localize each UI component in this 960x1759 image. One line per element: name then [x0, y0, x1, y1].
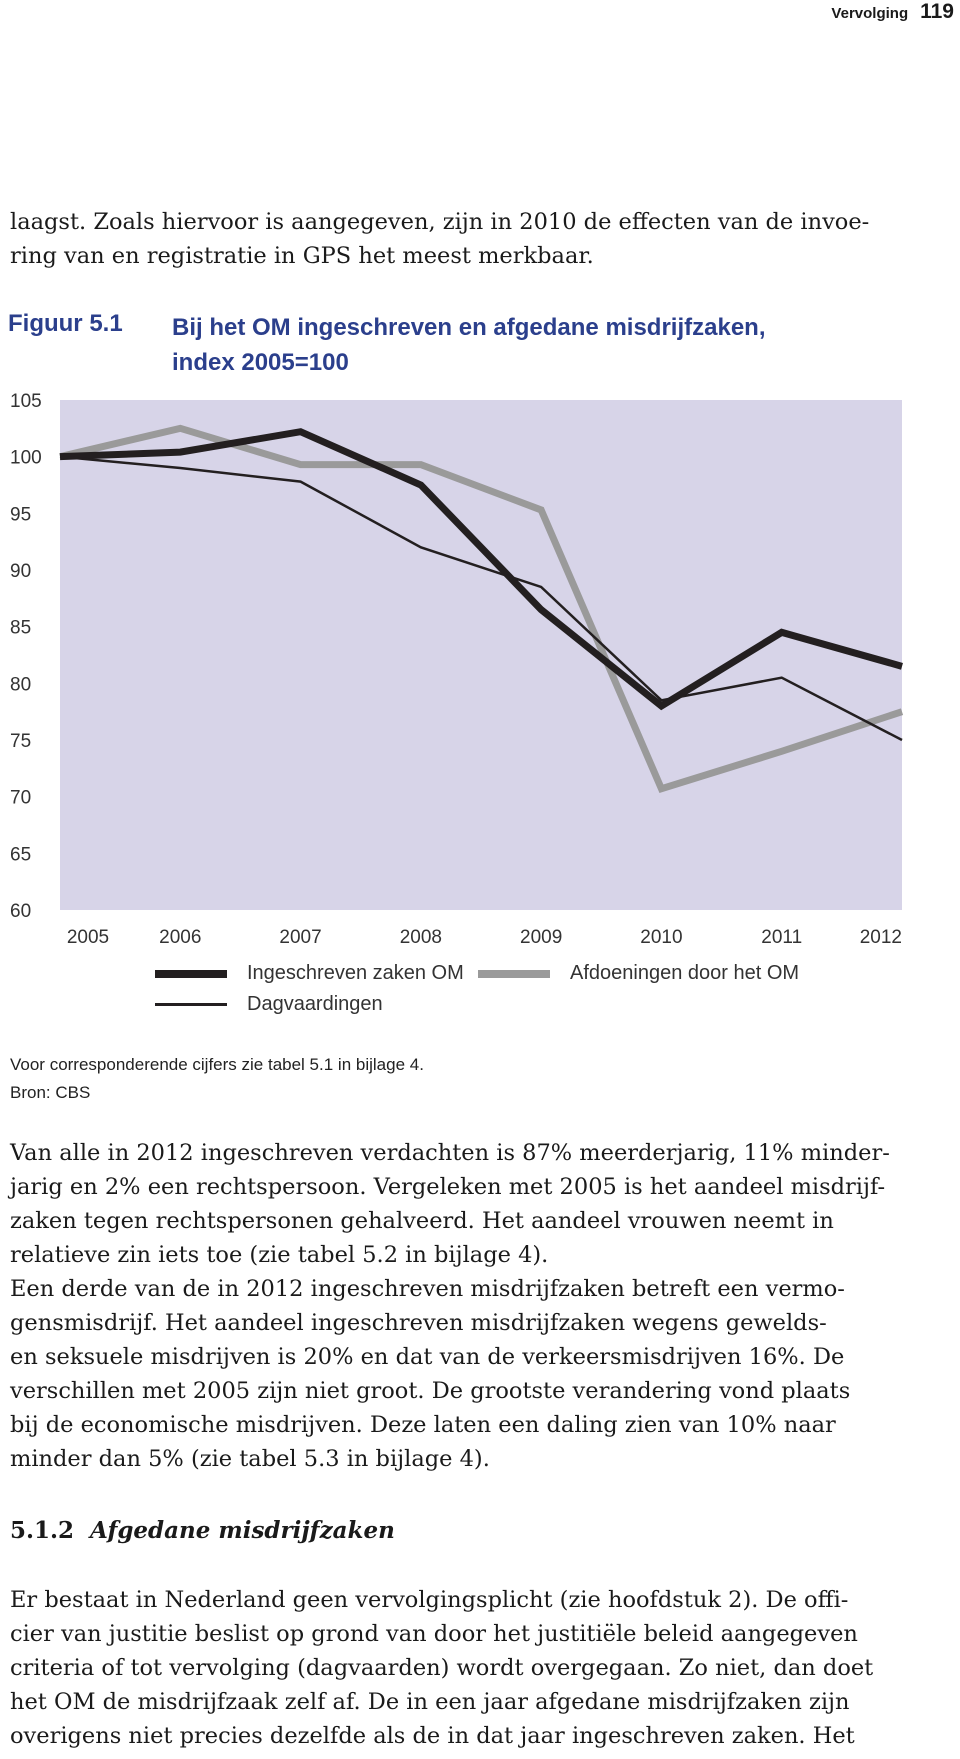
text-line: gensmisdrijf. Het aandeel ingeschreven misdrijfzaken wegens gewelds-	[10, 1310, 827, 1336]
x-tick-label: 2009	[520, 927, 563, 948]
y-tick-label: 80	[10, 674, 32, 696]
intro-paragraph	[10, 205, 915, 273]
y-tick-label: 100	[10, 447, 42, 469]
x-tick-label: 2010	[640, 927, 683, 948]
figure-source: Bron: CBS	[10, 1083, 91, 1102]
y-tick-label: 75	[10, 731, 32, 752]
text-line: het OM de misdrijfzaak zelf af. De in een jaar afgedane misdrijfzaken zijn	[10, 1689, 850, 1715]
header-section-title: Vervolging	[831, 5, 909, 22]
legend-label: Ingeschreven zaken OM	[247, 962, 464, 984]
figure-label: Figuur 5.1	[8, 310, 123, 337]
y-tick-label: 85	[10, 617, 32, 639]
text-line: minder dan 5% (zie tabel 5.3 in bijlage 4).	[10, 1446, 490, 1472]
text-line: verschillen met 2005 zijn niet groot. De grootste verandering vond plaats	[10, 1378, 851, 1404]
y-tick-label: 95	[10, 504, 32, 526]
text-line: Er bestaat in Nederland geen vervolgingsplicht (zie hoofdstuk 2). De offi-	[10, 1587, 849, 1613]
x-tick-label: 2011	[761, 927, 803, 948]
text-line: Een derde van de in 2012 ingeschreven misdrijfzaken betreft een vermo-	[10, 1276, 845, 1302]
x-tick-label: 2012	[859, 927, 902, 948]
figure-title-line: index 2005=100	[172, 349, 349, 376]
x-tick-label: 2005	[66, 927, 110, 948]
section-title: Afgedane misdrijfzaken	[90, 1517, 395, 1544]
x-tick-label: 2008	[399, 927, 442, 948]
section-number: 5.1.2	[10, 1517, 75, 1544]
x-tick-label: 2006	[159, 927, 202, 948]
y-tick-label: 90	[10, 561, 32, 582]
text-line: Van alle in 2012 ingeschreven verdachten is 87% meerderjarig, 11% minder-	[10, 1140, 890, 1166]
legend-label: Dagvaardingen	[247, 993, 383, 1015]
x-axis-ticks	[67, 927, 902, 948]
legend-swatch-thin-black	[155, 1003, 227, 1006]
y-axis-ticks	[10, 391, 42, 922]
legend-label: Afdoeningen door het OM	[570, 962, 800, 984]
legend-item-afdoeningen	[478, 962, 799, 985]
text-line: overigens niet precies dezelfde als de in dat jaar ingeschreven zaken. Het	[10, 1723, 855, 1749]
text-line: relatieve zin iets toe (zie tabel 5.2 in bijlage 4).	[10, 1242, 549, 1268]
figure-title	[172, 310, 892, 380]
plot-area	[60, 400, 902, 910]
text-line: criteria of tot vervolging (dagvaarden) wordt overgegaan. Zo niet, dan doet	[10, 1655, 874, 1681]
text-line: en seksuele misdrijven is 20% en dat van de verkeersmisdrijven 16%. De	[10, 1344, 845, 1370]
y-tick-label: 105	[10, 391, 42, 412]
text-line: ring van en registratie in GPS het meest merkbaar.	[10, 243, 594, 269]
y-tick-label: 65	[10, 844, 32, 866]
section-heading	[10, 1517, 395, 1544]
x-tick-label: 2007	[279, 927, 322, 948]
y-tick-label: 70	[10, 787, 32, 809]
body-paragraph	[10, 1583, 915, 1753]
text-line: bij de economische misdrijven. Deze laten een daling zien van 10% naar	[10, 1412, 836, 1438]
text-line: jarig en 2% een rechtspersoon. Vergeleken met 2005 is het aandeel misdrijf-	[10, 1174, 886, 1200]
legend-item-dagvaardingen	[155, 993, 383, 1016]
legend-swatch-grey	[478, 970, 550, 978]
text-line: laagst. Zoals hiervoor is aangegeven, zijn in 2010 de effecten van de invoe-	[10, 209, 870, 235]
figure-title-line: Bij het OM ingeschreven en afgedane misdrijfzaken,	[172, 314, 766, 341]
running-header	[831, 0, 960, 22]
y-tick-label: 60	[10, 901, 32, 922]
text-line: cier van justitie beslist op grond van door het justitiële beleid aangegeven	[10, 1621, 858, 1647]
page-number: 119	[920, 0, 954, 23]
legend-swatch-thick-black	[155, 970, 227, 978]
line-chart	[0, 390, 960, 950]
figure-note: Voor corresponderende cijfers zie tabel 5.1 in bijlage 4.	[10, 1055, 424, 1074]
text-line: zaken tegen rechtspersonen gehalveerd. Het aandeel vrouwen neemt in	[10, 1208, 834, 1234]
body-paragraph	[10, 1136, 915, 1476]
legend-item-ingeschreven	[155, 962, 464, 985]
